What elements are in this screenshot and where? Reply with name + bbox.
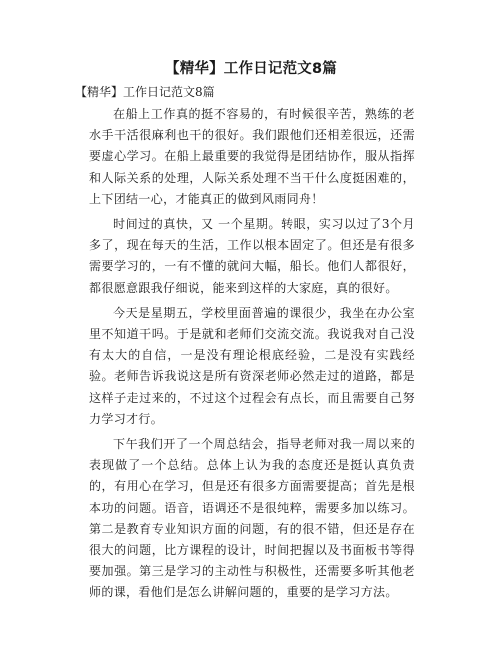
document-subtitle: 【精华】工作日记范文8篇 [75,85,215,99]
paragraph-1: 在船上工作真的挺不容易的，有时候很辛苦，熟练的老水手干活很麻利也干的很好。我们跟他们还相差很远，还需要虚心学习。在船上最重要的我觉得是团结协作，服从指挥和人际关系的处理，人际关系处理不当干什么度挺困难的，上下团结一心，才能真正的做到风雨同舟！ [89,107,415,206]
paragraph-2: 时间过的真快，又 一个星期。转眼，实习以过了3个月多了，现在每天的生活，工作以根本固定了。但还是有很多需要学习的，一有不懂的就问大幅，船长。他们人都很好，都很愿意跟我仔细说，能来到这样的大家庭，真的很好。 [89,217,415,295]
paragraph-3: 今天是星期五，学校里面普遍的课很少，我坐在办公室里不知道干吗。于是就和老师们交流交流。我说我对自己没有太大的自信，一是没有理论根底经验，二是没有实践经验。老师告诉我说这是所有资深老师必然走过的道路，都是这样子走过来的，不过这个过程会有点长，而且需要自己努力学习才行。 [89,305,415,426]
document-body [89,104,415,604]
document-title: 【精华】工作日记范文8篇 [165,61,337,77]
paragraph-4: 下午我们开了一个周总结会，指导老师对我一周以来的表现做了一个总结。总体上认为我的态度还是挺认真负责的，有用心在学习，但是还有很多方面需要提高；首先是根本功的问题。语音，语调还不是很纯粹，需要多加以练习。第二是教育专业知识方面的问题，有的很不错，但还是存在很大的问题，比方课程的设计，时间把握以及书面板书等得要加强。第三是学习的主动性与积极性，还需要多听其他老师的课，看他们是怎么讲解问题的，重要的是学习方法。 [89,437,415,600]
